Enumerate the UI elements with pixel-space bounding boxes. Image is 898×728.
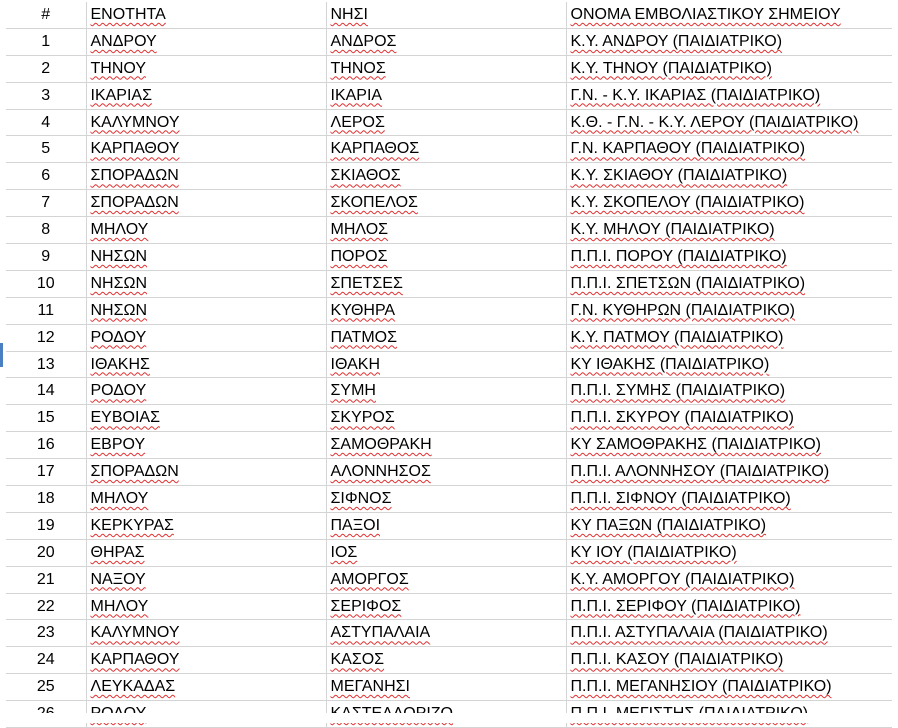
table-row	[6, 674, 892, 701]
cell-island[interactable]	[326, 432, 566, 459]
cell-point[interactable]	[566, 136, 892, 163]
table-row	[6, 163, 892, 190]
table-row	[6, 405, 892, 432]
cell-unit-text: ΣΠΟΡΑΔΩΝ	[90, 167, 179, 185]
table-row	[6, 324, 892, 351]
cell-unit-text: ΚΕΡΚΥΡΑΣ	[90, 516, 174, 534]
cell-island-text: ΜΗΛΟΣ	[330, 221, 389, 239]
cell-point[interactable]	[566, 566, 892, 593]
cell-num[interactable]: 17	[6, 459, 86, 486]
cell-point-text: Γ.Ν. ΚΥΘΗΡΩΝ (ΠΑΙΔΙΑΤΡΙΚΟ)	[570, 301, 795, 319]
cell-point[interactable]	[566, 351, 892, 378]
cell-point[interactable]	[566, 270, 892, 297]
cell-island-text: ΑΣΤΥΠΑΛΑΙΑ	[330, 624, 431, 642]
cell-point[interactable]	[566, 405, 892, 432]
cell-num[interactable]: 12	[6, 324, 86, 351]
cell-island-text: ΙΚΑΡΙΑ	[330, 86, 383, 104]
cell-point[interactable]	[566, 378, 892, 405]
cell-unit-text: ΙΚΑΡΙΑΣ	[90, 86, 152, 104]
cell-island-text: ΣΙΦΝΟΣ	[330, 489, 392, 507]
cell-island[interactable]	[326, 539, 566, 566]
cell-point[interactable]	[566, 539, 892, 566]
table-row	[6, 512, 892, 539]
table-body	[6, 2, 892, 728]
cell-unit[interactable]	[86, 109, 326, 136]
cell-num[interactable]: 7	[6, 190, 86, 217]
cell-num[interactable]: 24	[6, 647, 86, 674]
cell-unit-text: ΝΑΞΟΥ	[90, 570, 146, 588]
table-row	[6, 270, 892, 297]
table-row	[6, 217, 892, 244]
cell-num[interactable]: 11	[6, 297, 86, 324]
cell-num[interactable]: 16	[6, 432, 86, 459]
cell-island[interactable]	[326, 270, 566, 297]
cell-island[interactable]	[326, 620, 566, 647]
cell-point-text: ΚΥ ΣΑΜΟΘΡΑΚΗΣ (ΠΑΙΔΙΑΤΡΙΚΟ)	[570, 436, 821, 454]
cell-point[interactable]	[566, 244, 892, 271]
cell-point[interactable]	[566, 324, 892, 351]
cell-unit[interactable]	[86, 432, 326, 459]
cell-unit[interactable]	[86, 620, 326, 647]
cell-island-text: ΑΝΔΡΟΣ	[330, 32, 397, 50]
cell-unit[interactable]	[86, 190, 326, 217]
cell-unit-text: ΜΗΛΟΥ	[90, 221, 149, 239]
cell-num[interactable]: 19	[6, 512, 86, 539]
cell-island[interactable]	[326, 486, 566, 513]
cell-unit[interactable]	[86, 512, 326, 539]
cell-num[interactable]: 22	[6, 593, 86, 620]
cell-point[interactable]	[566, 109, 892, 136]
table-row	[6, 109, 892, 136]
cell-island-text: ΠΑΞΟΙ	[330, 516, 381, 534]
cell-point-text: Π.Π.Ι. ΣΥΜΗΣ (ΠΑΙΔΙΑΤΡΙΚΟ)	[570, 382, 786, 400]
cell-unit[interactable]	[86, 405, 326, 432]
cell-point-text: Κ.Υ. ΣΚΟΠΕΛΟΥ (ΠΑΙΔΙΑΤΡΙΚΟ)	[570, 194, 805, 212]
cell-num[interactable]: 18	[6, 486, 86, 513]
cell-unit[interactable]	[86, 324, 326, 351]
table-row	[6, 136, 892, 163]
cell-unit[interactable]	[86, 539, 326, 566]
cell-unit[interactable]	[86, 244, 326, 271]
cell-unit[interactable]	[86, 82, 326, 109]
cell-point[interactable]	[566, 459, 892, 486]
cell-island-text: ΛΕΡΟΣ	[330, 113, 385, 131]
cell-unit[interactable]	[86, 459, 326, 486]
cell-point-text: Π.Π.Ι. ΜΕΓΑΝΗΣΙΟΥ (ΠΑΙΔΙΑΤΡΙΚΟ)	[570, 678, 832, 696]
cell-point[interactable]	[566, 190, 892, 217]
cell-island[interactable]	[326, 324, 566, 351]
cell-unit-text: ΤΗΝΟΥ	[90, 59, 146, 77]
cell-num[interactable]: 21	[6, 566, 86, 593]
cell-unit[interactable]	[86, 378, 326, 405]
cell-point[interactable]	[566, 620, 892, 647]
cell-unit[interactable]	[86, 270, 326, 297]
cell-point-text: Π.Π.Ι. ΣΠΕΤΣΩΝ (ΠΑΙΔΙΑΤΡΙΚΟ)	[570, 274, 806, 292]
cell-point[interactable]	[566, 674, 892, 701]
cell-num[interactable]: 8	[6, 217, 86, 244]
table-row	[6, 432, 892, 459]
cell-point[interactable]	[566, 163, 892, 190]
cell-island[interactable]	[326, 82, 566, 109]
cell-num[interactable]: 6	[6, 163, 86, 190]
cell-point[interactable]	[566, 486, 892, 513]
cell-point-text: Π.Π.Ι. ΣΕΡΙΦΟΥ (ΠΑΙΔΙΑΤΡΙΚΟ)	[570, 597, 801, 615]
cell-unit-text: ΡΟΔΟΥ	[90, 328, 147, 346]
cell-island[interactable]	[326, 378, 566, 405]
header-island[interactable]: ΝΗΣΙ	[326, 2, 566, 28]
cell-unit-text: ΘΗΡΑΣ	[90, 543, 145, 561]
cell-point-text: Π.Π.Ι. ΣΚΥΡΟΥ (ΠΑΙΔΙΑΤΡΙΚΟ)	[570, 409, 794, 427]
cell-point-text: ΚΥ ΙΘΑΚΗΣ (ΠΑΙΔΙΑΤΡΙΚΟ)	[570, 355, 770, 373]
cell-island[interactable]	[326, 512, 566, 539]
cell-point-text: Γ.Ν. ΚΑΡΠΑΘΟΥ (ΠΑΙΔΙΑΤΡΙΚΟ)	[570, 140, 806, 158]
cell-island-text: ΣΚΥΡΟΣ	[330, 409, 395, 427]
cell-unit-text: ΕΥΒΟΙΑΣ	[90, 409, 160, 427]
cell-island-text: ΙΘΑΚΗ	[330, 355, 380, 373]
cell-island[interactable]	[326, 674, 566, 701]
cell-unit[interactable]	[86, 674, 326, 701]
cell-point-text: Γ.Ν. - Κ.Υ. ΙΚΑΡΙΑΣ (ΠΑΙΔΙΑΤΡΙΚΟ)	[570, 86, 821, 104]
cell-num[interactable]: 25	[6, 674, 86, 701]
cell-point-text: Κ.Υ. ΑΜΟΡΓΟΥ (ΠΑΙΔΙΑΤΡΙΚΟ)	[570, 570, 795, 588]
cell-unit[interactable]	[86, 55, 326, 82]
cell-island-text: ΣΚΙΑΘΟΣ	[330, 167, 401, 185]
table-row	[6, 190, 892, 217]
cell-point-text: Κ.Υ. ΣΚΙΑΘΟΥ (ΠΑΙΔΙΑΤΡΙΚΟ)	[570, 167, 788, 185]
cell-unit[interactable]	[86, 217, 326, 244]
cell-point[interactable]	[566, 28, 892, 55]
cell-island[interactable]	[326, 297, 566, 324]
cell-point-text: Κ.Υ. ΠΑΤΜΟΥ (ΠΑΙΔΙΑΤΡΙΚΟ)	[570, 328, 784, 346]
cell-island[interactable]	[326, 190, 566, 217]
cell-island[interactable]	[326, 351, 566, 378]
cell-island[interactable]	[326, 163, 566, 190]
cell-num[interactable]: 1	[6, 28, 86, 55]
table-row	[6, 459, 892, 486]
cell-num[interactable]: 14	[6, 378, 86, 405]
cell-unit[interactable]	[86, 566, 326, 593]
header-point[interactable]: ΟΝΟΜΑ ΕΜΒΟΛΙΑΣΤΙΚΟΥ ΣΗΜΕΙΟΥ	[566, 2, 892, 28]
vaccination-points-table	[6, 2, 892, 728]
cell-island[interactable]	[326, 28, 566, 55]
cell-island-text: ΠΑΤΜΟΣ	[330, 328, 397, 346]
cell-point-text: ΚΥ ΙΟΥ (ΠΑΙΔΙΑΤΡΙΚΟ)	[570, 543, 737, 561]
cell-point-text: Κ.Υ. ΜΗΛΟΥ (ΠΑΙΔΙΑΤΡΙΚΟ)	[570, 221, 775, 239]
cell-point-text: Π.Π.Ι. ΚΑΣΟΥ (ΠΑΙΔΙΑΤΡΙΚΟ)	[570, 651, 784, 669]
cell-island-text: ΙΟΣ	[330, 543, 358, 561]
cell-point[interactable]	[566, 82, 892, 109]
cell-point[interactable]	[566, 217, 892, 244]
table-row	[6, 297, 892, 324]
cell-island-text: ΣΥΜΗ	[330, 382, 376, 400]
cell-point[interactable]	[566, 297, 892, 324]
table-row	[6, 82, 892, 109]
cell-island-text: ΚΑΣΟΣ	[330, 651, 385, 669]
table-row	[6, 620, 892, 647]
row-selection-marker	[0, 343, 3, 367]
cell-unit-text: ΝΗΣΩΝ	[90, 274, 148, 292]
cell-island[interactable]	[326, 459, 566, 486]
cell-island-text: ΠΟΡΟΣ	[330, 247, 388, 265]
cell-unit-text: ΚΑΡΠΑΘΟΥ	[90, 140, 180, 158]
table-row	[6, 593, 892, 620]
header-num[interactable]: #	[6, 2, 86, 28]
cell-num[interactable]: 15	[6, 405, 86, 432]
cell-unit-text: ΕΒΡΟΥ	[90, 436, 146, 454]
cell-unit[interactable]	[86, 647, 326, 674]
cell-num[interactable]: 5	[6, 136, 86, 163]
cell-island[interactable]	[326, 405, 566, 432]
table-row	[6, 28, 892, 55]
cell-island-text: ΑΜΟΡΓΟΣ	[330, 570, 409, 588]
cell-num[interactable]: 10	[6, 270, 86, 297]
cell-point-text: Π.Π.Ι. ΑΛΟΝΝΗΣΟΥ (ΠΑΙΔΙΑΤΡΙΚΟ)	[570, 463, 830, 481]
cell-island[interactable]	[326, 244, 566, 271]
cell-unit[interactable]	[86, 136, 326, 163]
cell-unit[interactable]	[86, 593, 326, 620]
cell-num[interactable]: 23	[6, 620, 86, 647]
cell-island-text: ΣΑΜΟΘΡΑΚΗ	[330, 436, 432, 454]
cell-unit-text: ΙΘΑΚΗΣ	[90, 355, 150, 373]
cell-unit-text: ΚΑΛΥΜΝΟΥ	[90, 624, 180, 642]
cell-num[interactable]: 2	[6, 55, 86, 82]
table-row	[6, 566, 892, 593]
cell-unit-text: ΣΠΟΡΑΔΩΝ	[90, 463, 179, 481]
cell-unit-text: ΜΗΛΟΥ	[90, 489, 149, 507]
cell-point-text: ΚΥ ΠΑΞΩΝ (ΠΑΙΔΙΑΤΡΙΚΟ)	[570, 516, 767, 534]
cell-island[interactable]	[326, 217, 566, 244]
cell-unit-text: ΡΟΔΟΥ	[90, 382, 147, 400]
cell-unit-text: ΛΕΥΚΑΔΑΣ	[90, 678, 176, 696]
cell-island[interactable]	[326, 647, 566, 674]
cell-point[interactable]	[566, 512, 892, 539]
cell-point-text: Κ.Υ. ΤΗΝΟΥ (ΠΑΙΔΙΑΤΡΙΚΟ)	[570, 59, 772, 77]
cell-unit-text: ΝΗΣΩΝ	[90, 301, 148, 319]
cell-island-text: ΣΚΟΠΕΛΟΣ	[330, 194, 418, 212]
cell-unit[interactable]	[86, 351, 326, 378]
cell-num[interactable]: 13	[6, 351, 86, 378]
cell-point[interactable]	[566, 432, 892, 459]
cell-island-text: ΑΛΟΝΝΗΣΟΣ	[330, 463, 431, 481]
header-row	[6, 2, 892, 28]
header-unit[interactable]: ΕΝΟΤΗΤΑ	[86, 2, 326, 28]
cell-point[interactable]	[566, 647, 892, 674]
table-row	[6, 244, 892, 271]
table-row	[6, 647, 892, 674]
cell-num[interactable]: 3	[6, 82, 86, 109]
cell-unit-text: ΚΑΛΥΜΝΟΥ	[90, 113, 180, 131]
cell-island-text: ΜΕΓΑΝΗΣΙ	[330, 678, 410, 696]
table-row	[6, 378, 892, 405]
cell-island-text: ΣΠΕΤΣΕΣ	[330, 274, 403, 292]
cell-island-text: ΣΕΡΙΦΟΣ	[330, 597, 402, 615]
cell-unit[interactable]	[86, 28, 326, 55]
cell-unit-text: ΣΠΟΡΑΔΩΝ	[90, 194, 179, 212]
cell-point-text: Κ.Θ. - Γ.Ν. - Κ.Υ. ΛΕΡΟΥ (ΠΑΙΔΙΑΤΡΙΚΟ)	[570, 113, 859, 131]
cell-point[interactable]	[566, 593, 892, 620]
cell-island[interactable]	[326, 55, 566, 82]
cell-point-text: Π.Π.Ι. ΣΙΦΝΟΥ (ΠΑΙΔΙΑΤΡΙΚΟ)	[570, 489, 791, 507]
cell-island-text: ΚΑΡΠΑΘΟΣ	[330, 140, 420, 158]
table-row	[6, 351, 892, 378]
cell-island[interactable]	[326, 566, 566, 593]
table-row	[6, 55, 892, 82]
cell-unit[interactable]	[86, 297, 326, 324]
cell-unit-text: ΑΝΔΡΟΥ	[90, 32, 157, 50]
cell-point[interactable]	[566, 55, 892, 82]
cell-num[interactable]: 20	[6, 539, 86, 566]
sheet-bottom-edge	[0, 713, 898, 723]
cell-island-text: ΚΥΘΗΡΑ	[330, 301, 396, 319]
cell-unit-text: ΝΗΣΩΝ	[90, 247, 148, 265]
cell-point-text: Κ.Υ. ΑΝΔΡΟΥ (ΠΑΙΔΙΑΤΡΙΚΟ)	[570, 32, 783, 50]
cell-point-text: Π.Π.Ι. ΠΟΡΟΥ (ΠΑΙΔΙΑΤΡΙΚΟ)	[570, 247, 787, 265]
table-row	[6, 486, 892, 513]
cell-unit[interactable]	[86, 163, 326, 190]
table-row	[6, 539, 892, 566]
cell-island[interactable]	[326, 593, 566, 620]
cell-unit-text: ΚΑΡΠΑΘΟΥ	[90, 651, 180, 669]
cell-point-text: Π.Π.Ι. ΑΣΤΥΠΑΛΑΙΑ (ΠΑΙΔΙΑΤΡΙΚΟ)	[570, 624, 828, 642]
cell-island[interactable]	[326, 109, 566, 136]
cell-unit-text: ΜΗΛΟΥ	[90, 597, 149, 615]
cell-unit[interactable]	[86, 486, 326, 513]
cell-num[interactable]: 4	[6, 109, 86, 136]
cell-island-text: ΤΗΝΟΣ	[330, 59, 386, 77]
cell-island[interactable]	[326, 136, 566, 163]
cell-num[interactable]: 9	[6, 244, 86, 271]
